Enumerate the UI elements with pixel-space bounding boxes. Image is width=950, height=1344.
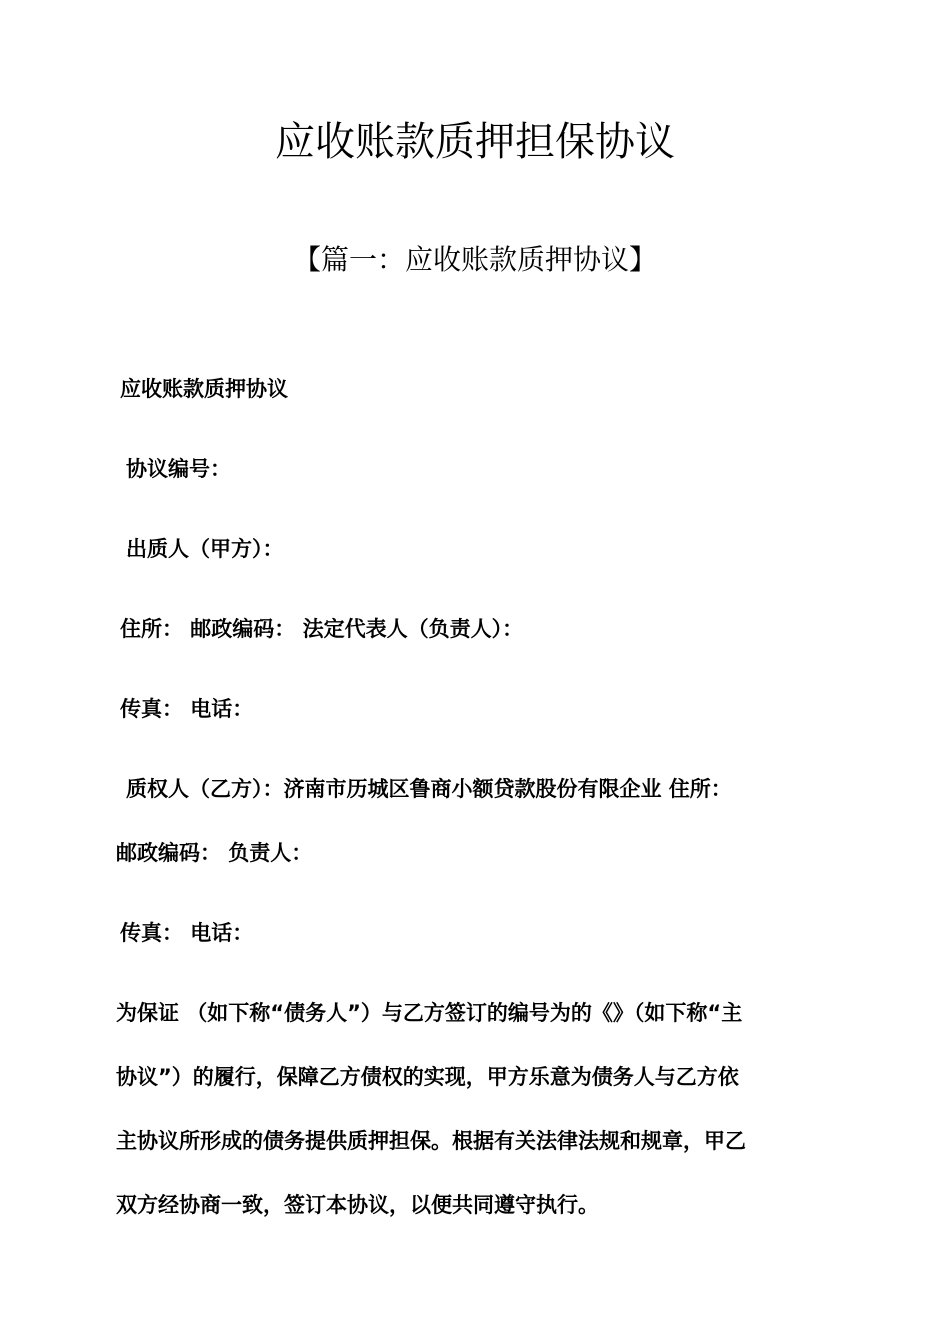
section-heading: 【篇一：应收账款质押协议】 [292, 243, 657, 276]
paragraph-line: 协议”）的履行，保障乙方债权的实现，甲方乐意为债务人与乙方依 [116, 1065, 739, 1089]
pledgor-address-line: 住所： 邮政编码： 法定代表人（负责人）： [120, 617, 524, 641]
document-title: 应收账款质押担保协议 [275, 119, 675, 165]
agreement-number-label: 协议编号： [126, 457, 231, 481]
pledgee-contact-line: 传真： 电话： [120, 921, 254, 945]
pledgor-contact-line: 传真： 电话： [120, 697, 254, 721]
agreement-name: 应收账款质押协议 [120, 377, 288, 401]
paragraph-line: 主协议所形成的债务提供质押担保。根据有关法律法规和规章，甲乙 [116, 1129, 746, 1153]
pledgee-postcode-line: 邮政编码： 负责人： [116, 841, 313, 865]
paragraph-line: 为保证 （如下称“债务人”）与乙方签订的编号为的《》（如下称“主 [116, 1001, 743, 1025]
paragraph-line: 双方经协商一致，签订本协议，以便共同遵守执行。 [116, 1193, 599, 1217]
preamble-paragraph [116, 995, 836, 1251]
pledgor-label: 出质人（甲方）： [126, 537, 284, 561]
pledgee-line: 质权人（乙方）：济南市历城区鲁商小额贷款股份有限企业 住所： [126, 777, 732, 801]
